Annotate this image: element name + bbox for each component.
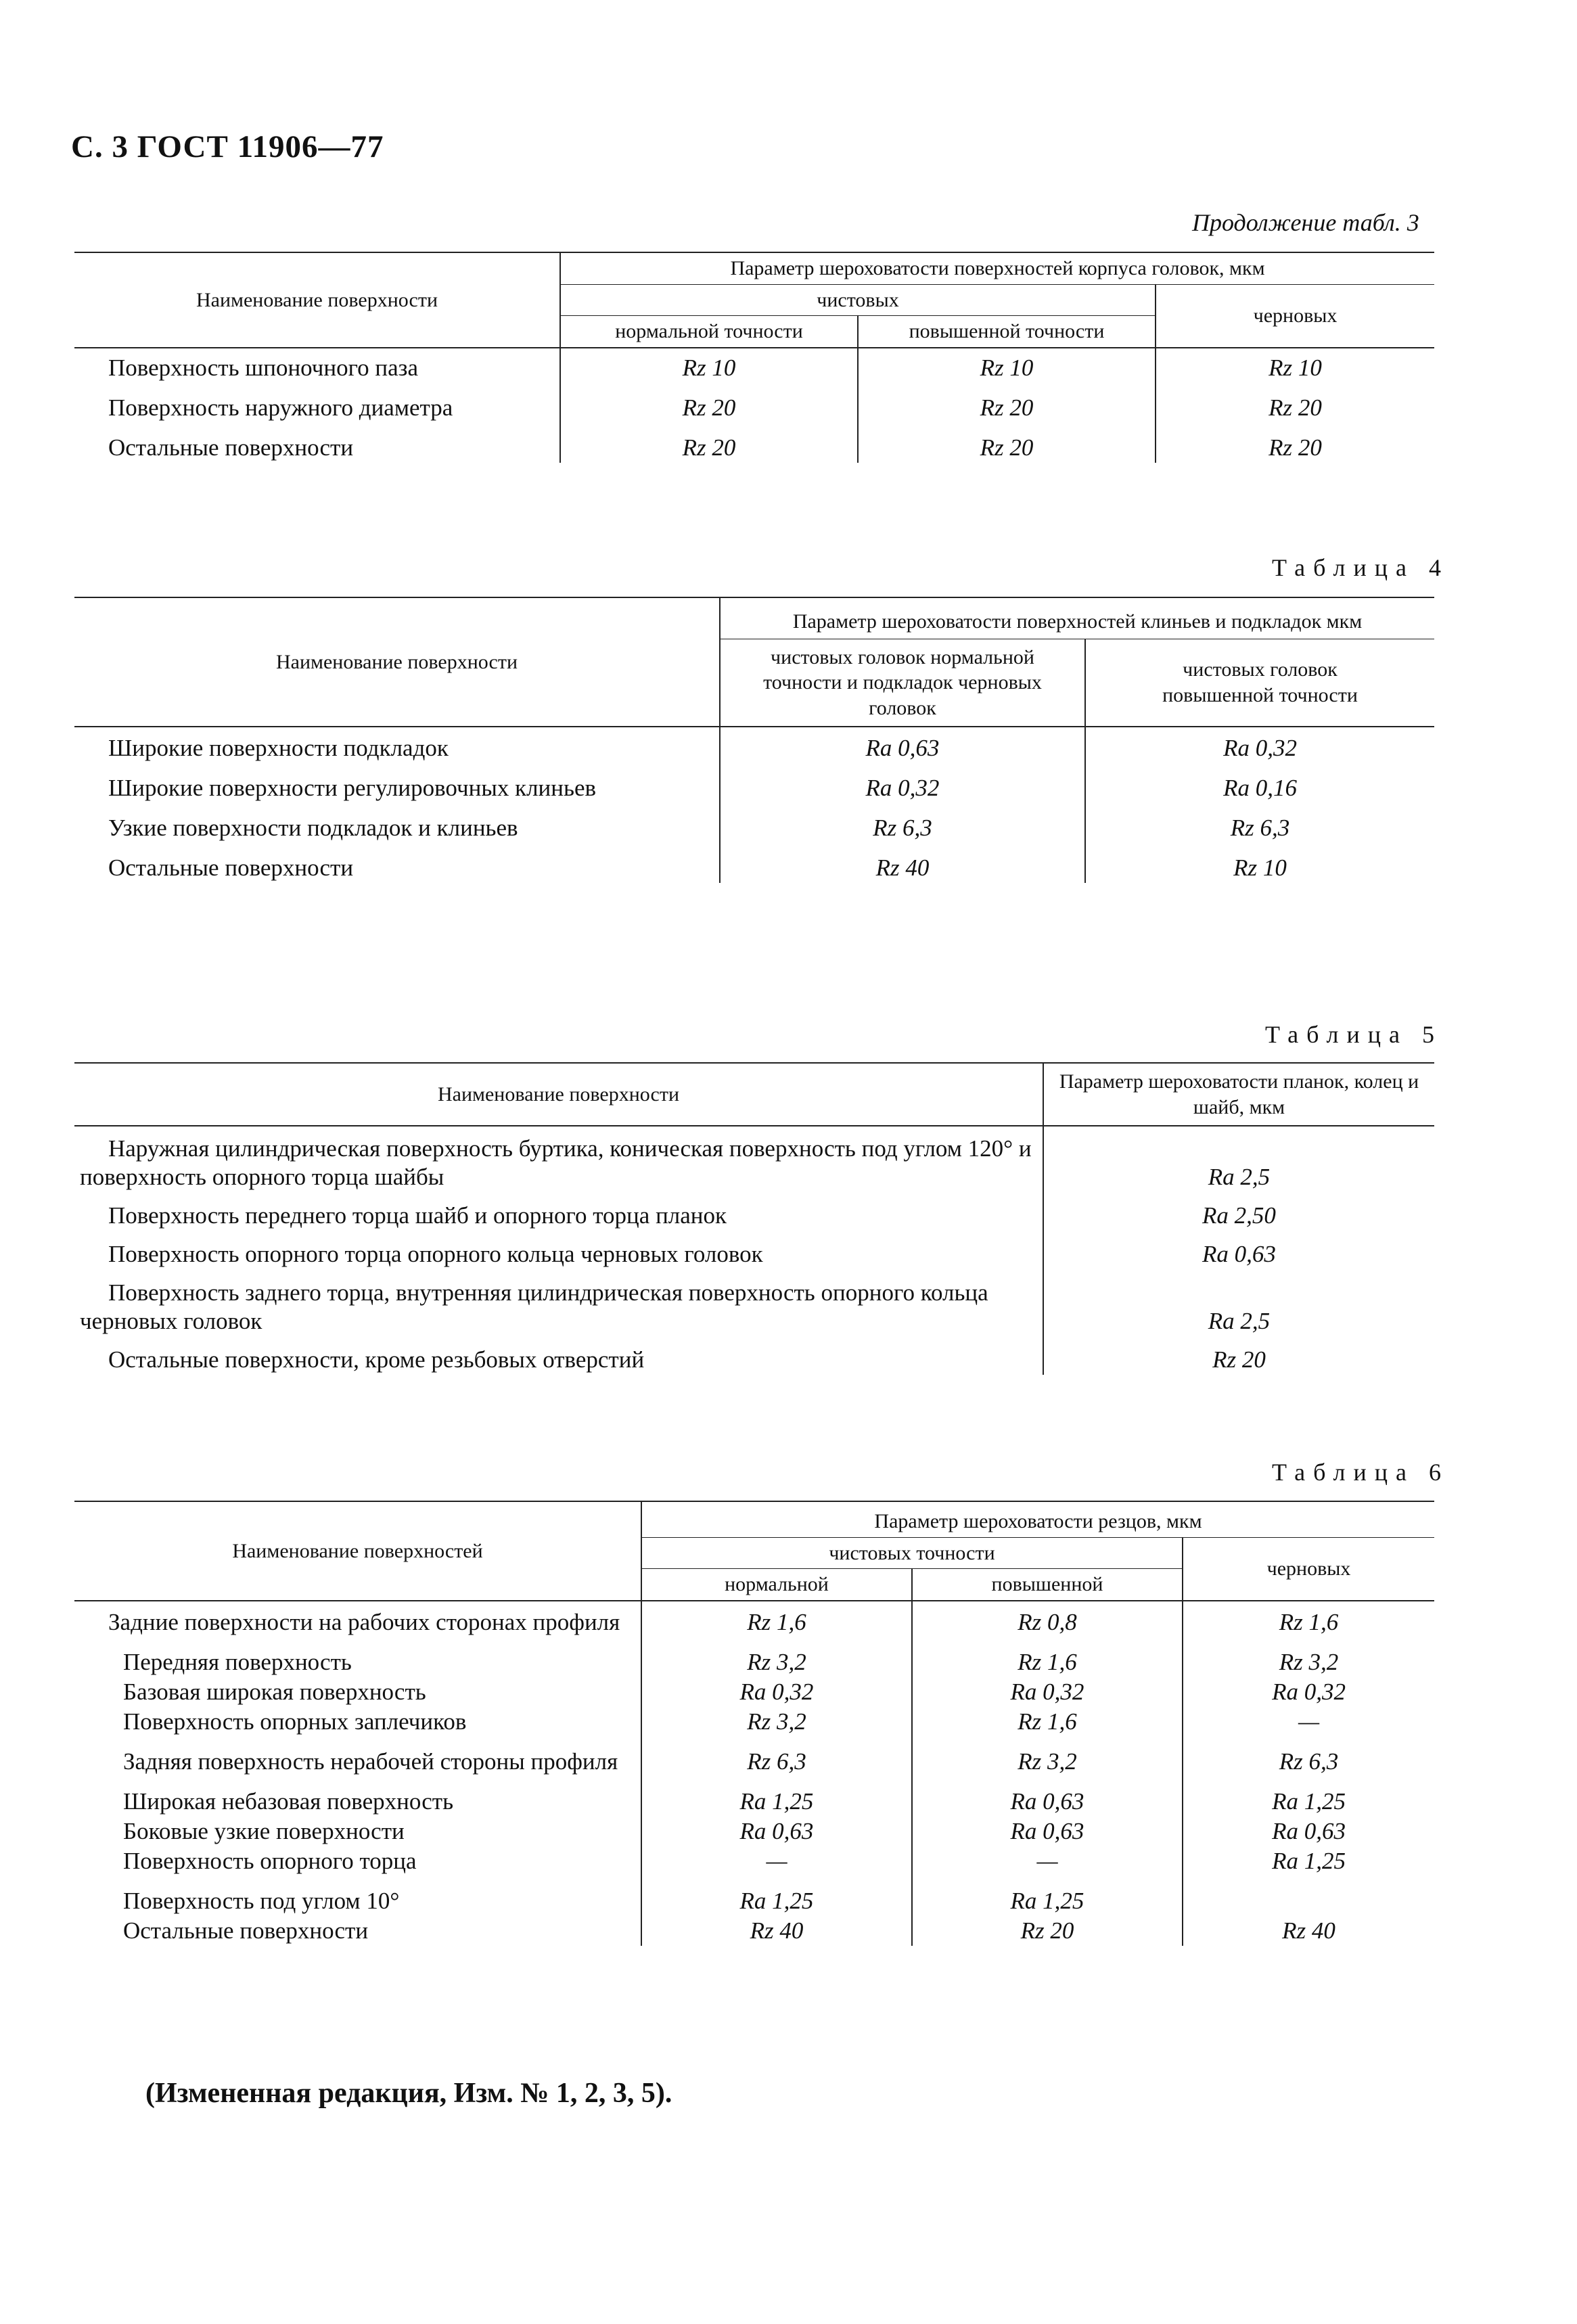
cell-normal [560,423,858,463]
row-name: Поверхность наружного диаметра [108,394,453,421]
table-row [74,1777,1434,1817]
cell-high [912,1737,1183,1777]
table3-col-high: повышенной точности [858,316,1156,348]
value: Rz 1,6 [747,1608,806,1635]
value: Rz 20 [1020,1917,1074,1944]
row-name: Поверхность опорного торца опорного кольца черновых головок [108,1241,763,1267]
value: Rz 10 [1269,354,1322,381]
table6-col-group: Параметр шероховатости резцов, мкм [641,1501,1434,1537]
value: Ra 0,32 [1272,1678,1346,1705]
row-name: Поверхность переднего торца шайб и опорного торца планок [108,1202,727,1229]
value: Ra 0,32 [1010,1678,1084,1705]
cell-rough [1156,383,1434,423]
cell-rough [1156,348,1434,383]
value: Rz 3,2 [1279,1648,1339,1675]
value: Rz 0,8 [1018,1608,1077,1635]
table-row [74,1126,1434,1192]
table-row [74,1336,1434,1375]
cell-rough [1156,423,1434,463]
table-row [74,803,1434,843]
cell-a [720,843,1085,883]
table-row [74,1192,1434,1231]
table-row [74,1707,1434,1737]
value: Ra 1,25 [739,1887,814,1914]
row-name: Передняя поверхность [123,1648,352,1675]
cell-normal [641,1846,912,1876]
cell-b [1085,843,1434,883]
value: Ra 1,25 [1272,1847,1346,1874]
value: Rz 1,6 [1018,1648,1077,1675]
value: Rz 6,3 [873,815,932,841]
value: Ra 0,63 [1272,1817,1346,1844]
cell-high [912,1777,1183,1817]
cell-high [912,1707,1183,1737]
value: Rz 6,3 [1279,1748,1339,1775]
value: Ra 0,63 [1010,1817,1084,1844]
row-name: Остальные поверхности [108,434,354,461]
value: — [1298,1708,1320,1735]
table-row [74,843,1434,883]
table3-caption: Продолжение табл. 3 [1192,209,1419,236]
table-row [74,1876,1434,1916]
page-header: С. 3 ГОСТ 11906—77 [71,129,384,164]
table-4 [74,597,1434,883]
value: Rz 1,6 [1018,1708,1077,1735]
table-row [74,1231,1434,1269]
value: Ra 0,63 [1010,1787,1084,1815]
table6-col-high: повышенной [912,1569,1183,1601]
table4-col-group: Параметр шероховатости поверхностей клиньев и подкладок мкм [720,597,1434,639]
value: — [1036,1847,1058,1874]
table-3 [74,252,1434,463]
value: Ra 1,25 [1010,1887,1084,1914]
cell-rough [1183,1916,1434,1946]
table-row [74,1677,1434,1707]
cell-rough [1183,1737,1434,1777]
value: Ra 2,5 [1208,1164,1271,1190]
table6-col-normal: нормальной [641,1569,912,1601]
row-name: Поверхность опорного торца [123,1847,417,1874]
table5-col-name: Наименование поверхности [437,1083,680,1106]
value: Rz 3,2 [747,1648,806,1675]
cell-rough [1183,1707,1434,1737]
value: Rz 40 [875,855,930,881]
table6-col-rough: черновых [1183,1537,1434,1601]
cell-b [1085,803,1434,843]
cell-normal [641,1677,912,1707]
table-row [74,1601,1434,1637]
value: — [766,1847,787,1874]
value: Ra 0,32 [865,775,940,801]
value: Ra 0,63 [1202,1241,1276,1267]
cell-normal [641,1707,912,1737]
cell-high [858,423,1156,463]
value: Ra 0,16 [1223,775,1297,801]
row-name: Боковые узкие поверхности [123,1817,405,1844]
row-name: Наружная цилиндрическая поверхность буртика, коническая поверхность под углом 120° и поверхность опорного торца шайбы [80,1135,1032,1190]
cell-high [912,1601,1183,1637]
row-name: Широкие поверхности подкладок [108,735,449,761]
cell-high [858,383,1156,423]
value: Rz 20 [1269,394,1322,421]
cell-b [1085,727,1434,763]
value: Rz 20 [682,434,736,461]
row-name: Остальные поверхности [123,1917,369,1944]
table3-col-name: Наименование поверхности [74,252,560,348]
cell-a [720,803,1085,843]
cell-normal [641,1737,912,1777]
cell-value [1043,1269,1434,1336]
value: Rz 3,2 [747,1708,806,1735]
table5-col-param: Параметр шероховатости планок, колец и шайб, мкм [1043,1063,1434,1126]
value: Rz 20 [682,394,736,421]
cell-rough [1183,1846,1434,1876]
table-5 [74,1062,1434,1375]
cell-normal [641,1777,912,1817]
table-row [74,763,1434,803]
row-name: Поверхность опорных заплечиков [123,1708,467,1735]
table-row [74,1637,1434,1677]
value: Ra 2,5 [1208,1308,1271,1334]
table4-col-a: чистовых головок нормальной точности и подкладок черновых головок [720,639,1085,727]
row-name: Задние поверхности на рабочих сторонах профиля [108,1608,620,1635]
value: Rz 40 [1282,1917,1335,1944]
table4-caption: Таблица 4 [1272,554,1449,581]
row-name: Широкая небазовая поверхность [123,1787,454,1815]
value: Ra 0,63 [739,1817,814,1844]
cell-rough [1183,1817,1434,1846]
cell-high [912,1916,1183,1946]
value: Rz 3,2 [1018,1748,1077,1775]
cell-normal [641,1916,912,1946]
cell-normal [641,1601,912,1637]
cell-rough [1183,1677,1434,1707]
cell-value [1043,1336,1434,1375]
table-row [74,1817,1434,1846]
table-row [74,1846,1434,1876]
row-name: Остальные поверхности [108,855,354,881]
cell-value [1043,1192,1434,1231]
table4-col-name: Наименование поверхности [74,597,720,727]
cell-b [1085,763,1434,803]
value: Rz 20 [980,394,1034,421]
table6-col-name: Наименование поверхностей [74,1501,641,1601]
value: Rz 6,3 [1230,815,1290,841]
table-row [74,348,1434,383]
table6-col-finish: чистовых точности [641,1537,1183,1569]
cell-rough [1183,1601,1434,1637]
table-row [74,1269,1434,1336]
value: Ra 0,32 [1223,735,1297,761]
value: Rz 10 [980,354,1034,381]
table3-col-group: Параметр шероховатости поверхностей корпуса головок, мкм [560,252,1434,284]
table3-col-rough: черновых [1156,284,1434,348]
value: Rz 10 [682,354,736,381]
value: Rz 10 [1233,855,1287,881]
cell-normal [641,1637,912,1677]
value: Rz 20 [1212,1346,1266,1373]
table5-caption: Таблица 5 [1265,1021,1442,1048]
cell-high [912,1677,1183,1707]
cell-high [858,348,1156,383]
row-name: Широкие поверхности регулировочных клиньев [108,775,597,801]
cell-high [912,1637,1183,1677]
value: Ra 0,32 [739,1678,814,1705]
value: Rz 20 [1269,434,1322,461]
row-name: Поверхность заднего торца, внутренняя цилиндрическая поверхность опорного кольца черновых головок [80,1279,988,1334]
table6-caption: Таблица 6 [1272,1459,1449,1486]
value: Rz 20 [980,434,1034,461]
value: Rz 40 [750,1917,804,1944]
amendment-note: (Измененная редакция, Изм. № 1, 2, 3, 5). [145,2078,672,2109]
row-name: Базовая широкая поверхность [123,1678,426,1705]
cell-value [1043,1126,1434,1192]
row-name: Остальные поверхности, кроме резьбовых отверстий [108,1346,645,1373]
table3-col-normal: нормальной точности [560,316,858,348]
row-name: Задняя поверхность нерабочей стороны профиля [123,1748,618,1775]
cell-rough [1183,1876,1434,1916]
table-row [74,1737,1434,1777]
table-row [74,1916,1434,1946]
cell-high [912,1876,1183,1916]
cell-normal [560,348,858,383]
value: Ra 1,25 [739,1787,814,1815]
table3-col-finish: чистовых [560,284,1156,316]
cell-a [720,727,1085,763]
cell-rough [1183,1777,1434,1817]
table-row [74,423,1434,463]
table-row [74,383,1434,423]
table-row [74,727,1434,763]
cell-normal [641,1876,912,1916]
cell-high [912,1817,1183,1846]
cell-normal [641,1817,912,1846]
row-name: Поверхность шпоночного паза [108,354,418,381]
table4-col-b: чистовых головок повышенной точности [1085,639,1434,727]
cell-high [912,1846,1183,1876]
value: Ra 0,63 [865,735,940,761]
cell-rough [1183,1637,1434,1677]
row-name: Поверхность под углом 10° [123,1887,400,1914]
value: Rz 1,6 [1279,1608,1339,1635]
value: Ra 1,25 [1272,1787,1346,1815]
cell-a [720,763,1085,803]
value: Ra 2,50 [1202,1202,1276,1229]
cell-value [1043,1231,1434,1269]
cell-normal [560,383,858,423]
value: Rz 6,3 [747,1748,806,1775]
row-name: Узкие поверхности подкладок и клиньев [108,815,518,841]
table-6 [74,1501,1434,1946]
